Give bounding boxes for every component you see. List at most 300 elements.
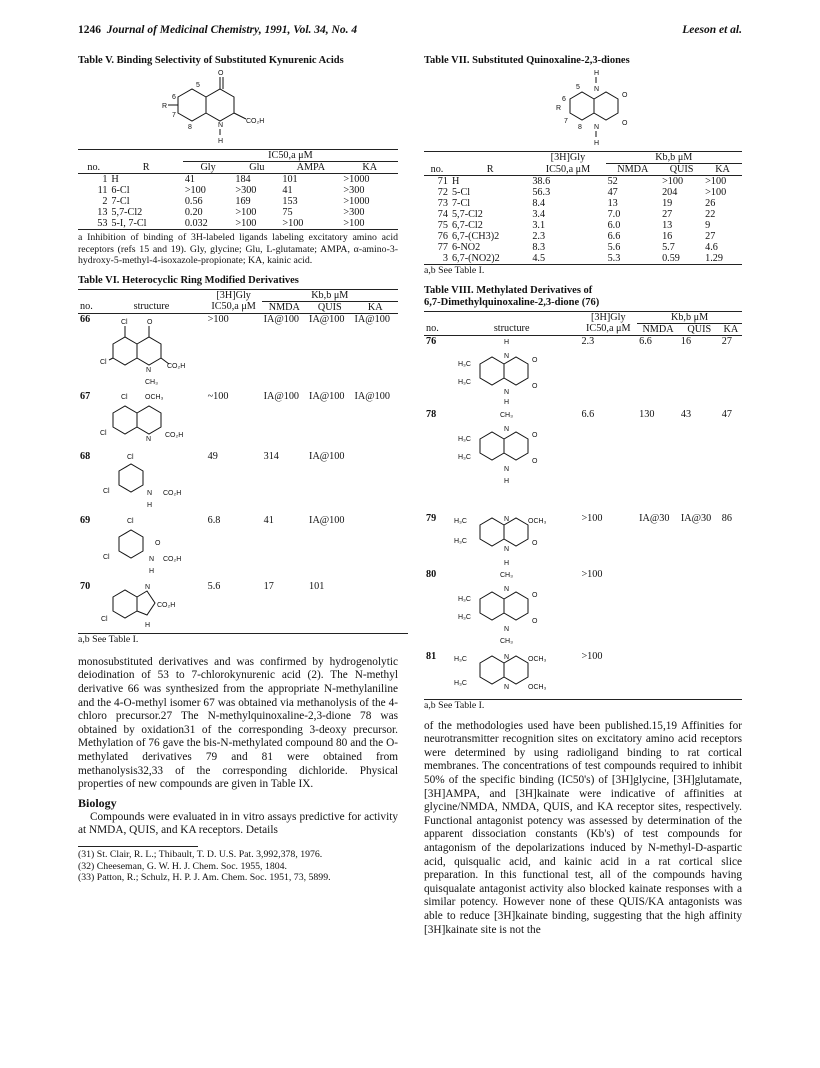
table-cell: 9 — [705, 220, 711, 231]
table-v-group-header: IC50,a μM — [183, 150, 398, 162]
table-cell: 56.3 — [532, 187, 551, 198]
table-cell: >1000 — [343, 174, 370, 185]
svg-text:N: N — [594, 124, 600, 131]
svg-text:CH₃: CH₃ — [499, 638, 513, 646]
table-cell: 130 — [639, 409, 655, 421]
svg-text:Cl: Cl — [121, 394, 128, 402]
reference-item: (32) Cheeseman, G. W. H. J. Chem. Soc. 1955, 1804. — [78, 860, 287, 872]
svg-text:O: O — [531, 618, 538, 626]
svg-text:Cl: Cl — [121, 318, 128, 326]
table-row — [424, 187, 742, 198]
table-v-footnote: a Inhibition of binding of 3H-labeled ligands labeling excitatory amino acid receptors (refs 15 and 19). Gly, glycine; Glu, L-glutamate; AMPA, α-amino-3-hydroxy-5-methyl-4-isoxazole-propionate; KA, kainic acid. — [78, 232, 398, 267]
col-header: IC50,a μM — [586, 323, 631, 335]
svg-text:H: H — [503, 338, 509, 346]
table-cell: 11 — [97, 185, 108, 196]
table-cell: 13 — [607, 198, 618, 209]
compound-67-structure — [99, 391, 189, 447]
svg-text:H₃C: H₃C — [453, 680, 467, 688]
table-cell — [637, 651, 679, 699]
table-cell: 4.5 — [532, 253, 546, 264]
left-body-text: monosubstituted derivatives and was confirmed by hydrogenolytic deiodination of 53 to 7-chlorokynurenic acid (2). The N-methyl derivative 66 was synthesized from the appropriate N-methylaniline and the 4-O-methyl isomer 67 was obtained via methanolysis of the 4-chloro precursor.27 The N-methylquinoxaline-2,3-dione 78 was obtained by oxidation31 of the corresponding 3-deoxy precursor. Methylation of 76 gave the bis-N-methylated compound 80 and the O-methylated derivatives 79 and 81 were obtained from methanolysis32,33 of the corresponding dichloride. Physical properties of new compounds are given in Table IX. — [78, 655, 398, 791]
svg-text:H: H — [145, 622, 151, 630]
table-row — [424, 231, 742, 242]
svg-text:Cl: Cl — [103, 488, 110, 496]
svg-text:H₃C: H₃C — [457, 596, 471, 604]
table-cell: 5.6 — [207, 581, 221, 593]
table-row — [78, 185, 398, 196]
table-cell: IA@100 — [309, 451, 345, 463]
table-cell: 0.56 — [184, 196, 203, 207]
quinoxalinedione-structure — [554, 67, 694, 149]
col-header: NMDA — [617, 164, 649, 175]
table-cell: >100 — [662, 176, 684, 187]
page-number: 1246 — [78, 24, 101, 36]
table-cell: 77 — [437, 242, 448, 253]
svg-text:N: N — [503, 466, 509, 474]
table-cell: 76 — [426, 335, 437, 347]
table-cell: >100 — [184, 185, 206, 196]
table-row — [78, 196, 398, 207]
svg-text:H₃C: H₃C — [453, 518, 467, 526]
svg-text:O: O — [147, 318, 153, 326]
table-row — [78, 451, 398, 515]
table-cell: >100 — [235, 207, 257, 218]
table-cell: 6,7-(CH3)2 — [451, 231, 500, 242]
table-cell: IA@30 — [639, 513, 670, 525]
compound-76-structure — [446, 336, 556, 406]
table-cell: 47 — [607, 187, 618, 198]
table-cell: 5.6 — [607, 242, 621, 253]
table-cell: >100 — [705, 176, 727, 187]
running-header — [78, 24, 742, 36]
svg-text:CH₃: CH₃ — [145, 378, 159, 386]
table-cell: >100 — [282, 218, 304, 229]
compound-66-structure — [99, 314, 189, 386]
svg-text:N: N — [503, 426, 509, 434]
table-cell: 53 — [97, 218, 108, 229]
table-cell: H — [451, 176, 460, 187]
svg-text:H₃C: H₃C — [457, 454, 471, 462]
table-cell: 4.6 — [705, 242, 718, 253]
table-cell: 67 — [80, 391, 91, 403]
table-cell: 5,7-Cl2 — [451, 209, 483, 220]
table-cell: 27 — [721, 335, 732, 347]
caption-line: 6,7-Dimethylquinoxaline-2,3-dione (76) — [424, 296, 600, 308]
table-cell: 22 — [705, 209, 716, 220]
table-cell: 153 — [282, 196, 298, 207]
svg-text:N: N — [145, 584, 151, 592]
svg-text:CO₂H: CO₂H — [157, 602, 176, 610]
table-cell: 69 — [80, 515, 91, 527]
references — [78, 849, 398, 884]
table-cell: 27 — [662, 209, 673, 220]
table-cell: 7-Cl — [451, 198, 471, 209]
table-row — [424, 242, 742, 253]
table-cell: 5.7 — [662, 242, 675, 253]
table-cell: IA@100 — [354, 391, 390, 403]
table-cell: 38.6 — [532, 176, 551, 187]
table-row — [424, 335, 742, 409]
table-cell — [97, 451, 205, 515]
table-vi-footnote: a,b See Table I. — [78, 634, 139, 646]
table-cell: 2.3 — [581, 335, 595, 347]
svg-text:CO₂H: CO₂H — [167, 362, 186, 370]
svg-text:CO₂H: CO₂H — [246, 118, 265, 125]
svg-text:N: N — [147, 490, 153, 498]
table-v-caption: Table V. Binding Selectivity of Substituted Kynurenic Acids — [78, 55, 344, 66]
col-header: no. — [430, 163, 444, 175]
col-header: Kb,b μM — [262, 289, 398, 301]
table-row — [78, 391, 398, 451]
svg-text:5: 5 — [196, 82, 200, 89]
col-header: IC50,a μM — [211, 301, 256, 313]
col-header: [3H]Gly — [591, 311, 626, 323]
table-cell: 16 — [680, 335, 692, 347]
table-cell: 78 — [426, 409, 437, 421]
table-cell — [720, 569, 742, 651]
table-cell — [444, 569, 580, 651]
svg-text:O: O — [531, 382, 538, 390]
svg-text:Cl: Cl — [100, 430, 107, 438]
svg-text:CH₃: CH₃ — [499, 412, 513, 420]
table-row — [424, 513, 742, 569]
svg-text:7: 7 — [564, 118, 568, 125]
svg-text:CH₃: CH₃ — [499, 572, 513, 580]
table-cell: 19 — [662, 198, 673, 209]
table-cell: 3.4 — [532, 209, 546, 220]
table-cell: 41 — [282, 185, 293, 196]
svg-text:H₃C: H₃C — [457, 360, 471, 368]
table-cell: 73 — [437, 198, 448, 209]
col-header: no. — [426, 323, 439, 335]
table-cell — [97, 391, 205, 451]
svg-text:N: N — [503, 516, 509, 524]
table-cell — [97, 313, 205, 391]
table-cell: 70 — [80, 581, 91, 593]
table-cell: 6.6 — [639, 335, 652, 347]
svg-text:Cl: Cl — [101, 616, 108, 624]
table-cell: >100 — [705, 187, 727, 198]
table-cell: IA@100 — [263, 313, 300, 325]
svg-text:N: N — [503, 654, 509, 662]
table-cell: >100 — [581, 513, 603, 525]
table-cell: 2.3 — [532, 231, 546, 242]
compound-80-structure — [446, 569, 556, 647]
table-row — [78, 174, 398, 186]
svg-text:N: N — [594, 86, 600, 93]
svg-text:Cl: Cl — [127, 518, 134, 526]
svg-text:O: O — [531, 432, 538, 440]
table-cell: 3.1 — [532, 220, 546, 231]
table-cell: 101 — [309, 581, 325, 593]
table-cell: 74 — [437, 209, 448, 220]
table-cell: 13 — [97, 207, 108, 218]
svg-text:N: N — [149, 556, 155, 564]
table-cell: IA@100 — [354, 313, 390, 325]
table-cell: 7-Cl — [111, 196, 130, 207]
table-cell — [637, 569, 679, 651]
svg-text:8: 8 — [188, 124, 192, 131]
table-cell: H — [111, 174, 119, 185]
table-cell: ~100 — [207, 391, 229, 403]
table-cell: 6.6 — [607, 231, 621, 242]
kynurenic-acid-structure — [138, 67, 338, 147]
table-cell: 79 — [426, 513, 437, 525]
right-column — [424, 55, 742, 937]
col-header: no. — [87, 161, 101, 173]
col-header: Kb,b μM — [637, 311, 742, 323]
svg-text:H: H — [594, 70, 600, 77]
table-cell: 26 — [705, 198, 716, 209]
table-vi — [78, 289, 398, 634]
svg-text:OCH₃: OCH₃ — [527, 684, 547, 692]
table-vii-caption: Table VII. Substituted Quinoxaline-2,3-diones — [424, 55, 630, 66]
table-viii-footnote: a,b See Table I. — [424, 700, 485, 712]
table-cell: 1 — [102, 174, 108, 185]
table-cell: 0.59 — [662, 253, 680, 264]
svg-text:O: O — [531, 592, 538, 600]
table-cell: 81 — [426, 651, 437, 663]
table-cell: 80 — [426, 569, 437, 581]
table-cell — [720, 651, 742, 699]
table-cell: 101 — [282, 174, 298, 185]
col-header: structure — [133, 301, 170, 313]
svg-text:O: O — [531, 540, 538, 548]
svg-text:O: O — [622, 120, 628, 127]
svg-text:N: N — [503, 388, 509, 396]
svg-text:H: H — [147, 502, 153, 510]
col-header: [3H]Gly — [550, 152, 586, 163]
table-cell: 75 — [282, 207, 293, 218]
svg-text:H: H — [149, 568, 155, 576]
table-cell: 72 — [437, 187, 448, 198]
svg-text:H: H — [594, 140, 600, 147]
svg-text:H₃C: H₃C — [453, 656, 467, 664]
table-cell: 169 — [235, 196, 251, 207]
col-header: KA — [367, 301, 383, 313]
compound-78-structure — [446, 409, 556, 489]
svg-text:H₃C: H₃C — [457, 436, 471, 444]
table-row — [424, 209, 742, 220]
table-cell — [97, 515, 205, 581]
col-header: KA — [362, 162, 378, 173]
svg-text:O: O — [531, 458, 538, 466]
authors: Leeson et al. — [682, 24, 742, 36]
compound-70-structure — [99, 581, 189, 629]
col-header: QUIS — [317, 301, 342, 313]
table-cell — [444, 513, 580, 569]
svg-text:Cl: Cl — [103, 554, 110, 562]
table-row — [424, 220, 742, 231]
table-cell: 16 — [662, 231, 673, 242]
table-cell: 17 — [263, 581, 274, 593]
table-row — [424, 409, 742, 513]
svg-text:6: 6 — [172, 94, 176, 101]
svg-text:N: N — [146, 436, 152, 444]
journal-name: Journal of Medicinal Chemistry, 1991, Vol. 34, No. 4 — [106, 24, 358, 36]
table-cell: >100 — [343, 218, 365, 229]
table-cell: 76 — [437, 231, 448, 242]
table-cell: 1.29 — [705, 253, 723, 264]
table-cell: 49 — [207, 451, 218, 463]
table-cell — [679, 569, 720, 651]
svg-text:Cl: Cl — [100, 358, 107, 366]
footnote-rule — [78, 846, 198, 847]
table-row — [78, 218, 398, 230]
table-cell: 3 — [442, 253, 448, 264]
table-cell: 0.20 — [184, 207, 203, 218]
table-cell: 5-I, 7-Cl — [111, 218, 147, 229]
col-header: NMDA — [642, 323, 674, 335]
svg-text:N: N — [146, 366, 152, 374]
col-header: structure — [493, 323, 530, 335]
table-cell: IA@100 — [309, 313, 345, 325]
table-cell: 5,7-Cl2 — [111, 207, 143, 218]
table-cell: 314 — [263, 451, 279, 463]
table-cell: 6-Cl — [111, 185, 130, 196]
table-row — [78, 207, 398, 218]
table-cell: 13 — [662, 220, 673, 231]
table-row — [424, 569, 742, 651]
col-header: KA — [723, 323, 739, 335]
svg-text:5: 5 — [576, 84, 580, 91]
table-row — [424, 651, 742, 699]
svg-text:N: N — [503, 586, 509, 594]
svg-text:H: H — [503, 398, 509, 406]
svg-text:N: N — [218, 122, 224, 129]
table-vii — [424, 151, 742, 265]
svg-text:CO₂H: CO₂H — [165, 432, 184, 440]
table-cell: >100 — [235, 218, 257, 229]
svg-text:OCH₃: OCH₃ — [527, 518, 547, 526]
table-cell: >300 — [343, 185, 365, 196]
col-header: NMDA — [268, 301, 300, 313]
table-viii — [424, 311, 742, 700]
table-cell: 52 — [607, 176, 618, 187]
biology-heading: Biology — [78, 795, 117, 810]
table-cell — [97, 581, 205, 633]
table-cell: 5-Cl — [451, 187, 471, 198]
table-cell: 66 — [80, 313, 91, 325]
svg-text:H₃C: H₃C — [457, 614, 471, 622]
table-cell: IA@100 — [263, 391, 300, 403]
col-header: no. — [80, 301, 93, 313]
svg-text:O: O — [218, 70, 224, 77]
table-cell — [353, 581, 399, 633]
col-header: AMPA — [296, 162, 326, 173]
svg-text:N: N — [503, 546, 509, 554]
table-cell: 5.3 — [607, 253, 621, 264]
right-body-text: of the methodologies used have been published.15,19 Affinities for neurotransmitter recognition sites on excitatory amino acid receptors were determined by using radioligand binding to rat cortical membranes. The concentrations of test compounds required to inhibit 50% of the specific binding (IC50's) of [3H]glycine, [3H]glutamate, [3H]AMPA, and [3H]kainate were indicative of affinities at glycine/NMDA, NMDA, QUIS, and KA receptor sites, respectively. Functional antagonist potency was assessed by determination of the apparent dissociation constants (Kb's) of test compounds for antagonism of the depolarizations induced by N-methyl-D-aspartic acid, quisqualic acid, and kainic acid in a rat cortical slice preparation. In this functional test, all of the compounds having quisqualate antagonist activity also blocked kainate responses with a similar potency. However none of these QUIS/KA antagonists was able to reduce [3H]kainate binding, suggesting that the high affinity [3H]kainate site is not the — [424, 719, 742, 936]
table-row — [78, 581, 398, 633]
svg-text:H: H — [503, 478, 509, 486]
svg-text:7: 7 — [172, 112, 176, 119]
table-cell: >1000 — [343, 196, 370, 207]
compound-79-structure — [446, 513, 556, 569]
biology-text: Compounds were evaluated in in vitro assays predictive for activity at NMDA, QUIS, and KA receptors. Details — [78, 810, 398, 837]
table-row — [424, 176, 742, 188]
compound-69-structure — [99, 515, 189, 577]
left-column — [78, 55, 398, 884]
table-row — [424, 198, 742, 209]
table-cell — [444, 409, 580, 513]
svg-text:H: H — [218, 138, 224, 145]
table-vi-caption: Table VI. Heterocyclic Ring Modified Derivatives — [78, 274, 299, 286]
table-cell: >300 — [343, 207, 365, 218]
svg-text:OCH₃: OCH₃ — [527, 656, 547, 664]
col-header: QUIS — [669, 164, 694, 175]
table-cell — [353, 515, 399, 581]
svg-text:OCH₃: OCH₃ — [145, 394, 164, 402]
table-cell: >100 — [207, 313, 229, 325]
table-cell: IA@100 — [309, 391, 345, 403]
col-header: R — [142, 161, 150, 173]
caption-line: Table VIII. Methylated Derivatives of — [424, 284, 593, 296]
table-row — [78, 515, 398, 581]
svg-text:CO₂H: CO₂H — [163, 556, 182, 564]
table-cell: 6.0 — [607, 220, 621, 231]
table-viii-caption — [424, 285, 742, 309]
table-cell: 7.0 — [607, 209, 621, 220]
compound-68-structure — [99, 451, 189, 511]
col-header: QUIS — [687, 323, 712, 335]
table-cell: >300 — [235, 185, 257, 196]
svg-text:H: H — [503, 560, 509, 568]
reference-item: (31) St. Clair, R. L.; Thibault, T. D. U.S. Pat. 3,992,378, 1976. — [78, 849, 323, 860]
col-header: IC50,a μM — [545, 163, 591, 175]
table-cell: 6,7-Cl2 — [451, 220, 483, 231]
reference-item: (33) Patton, R.; Schulz, H. P. J. Am. Chem. Soc. 1951, 73, 5899. — [78, 872, 331, 884]
table-cell: IA@30 — [680, 513, 712, 525]
table-cell: 6.6 — [581, 409, 595, 421]
table-cell: 41 — [263, 515, 274, 527]
svg-text:N: N — [503, 626, 509, 634]
table-cell — [444, 335, 580, 409]
svg-text:Cl: Cl — [127, 454, 134, 462]
table-cell: IA@100 — [309, 515, 345, 527]
svg-text:H₃C: H₃C — [457, 378, 471, 386]
table-cell: 41 — [184, 174, 195, 185]
svg-text:8: 8 — [578, 124, 582, 131]
table-v — [78, 149, 398, 230]
table-cell: 47 — [721, 409, 732, 421]
table-row — [78, 313, 398, 391]
table-cell: 68 — [80, 451, 91, 463]
table-cell — [679, 651, 720, 699]
table-cell: 86 — [721, 513, 732, 525]
svg-text:N: N — [503, 684, 509, 692]
table-cell: 184 — [235, 174, 251, 185]
table-cell — [353, 451, 399, 515]
col-header: Gly — [200, 162, 216, 173]
table-vii-footnote: a,b See Table I. — [424, 265, 485, 276]
table-cell: 71 — [437, 176, 448, 187]
svg-text:O: O — [155, 540, 161, 548]
col-header: KA — [715, 164, 730, 175]
table-cell: 0.032 — [184, 218, 208, 229]
table-cell: 2 — [102, 196, 108, 207]
table-cell: 8.4 — [532, 198, 546, 209]
table-cell: 6-NO2 — [451, 242, 481, 253]
svg-text:N: N — [503, 352, 509, 360]
table-cell: 6.8 — [207, 515, 221, 527]
table-cell: 27 — [705, 231, 716, 242]
col-header: R — [486, 163, 494, 175]
table-cell: 8.3 — [532, 242, 546, 253]
compound-81-structure — [446, 651, 556, 697]
table-cell: 6,7-(NO2)2 — [451, 253, 500, 264]
svg-text:O: O — [531, 356, 538, 364]
